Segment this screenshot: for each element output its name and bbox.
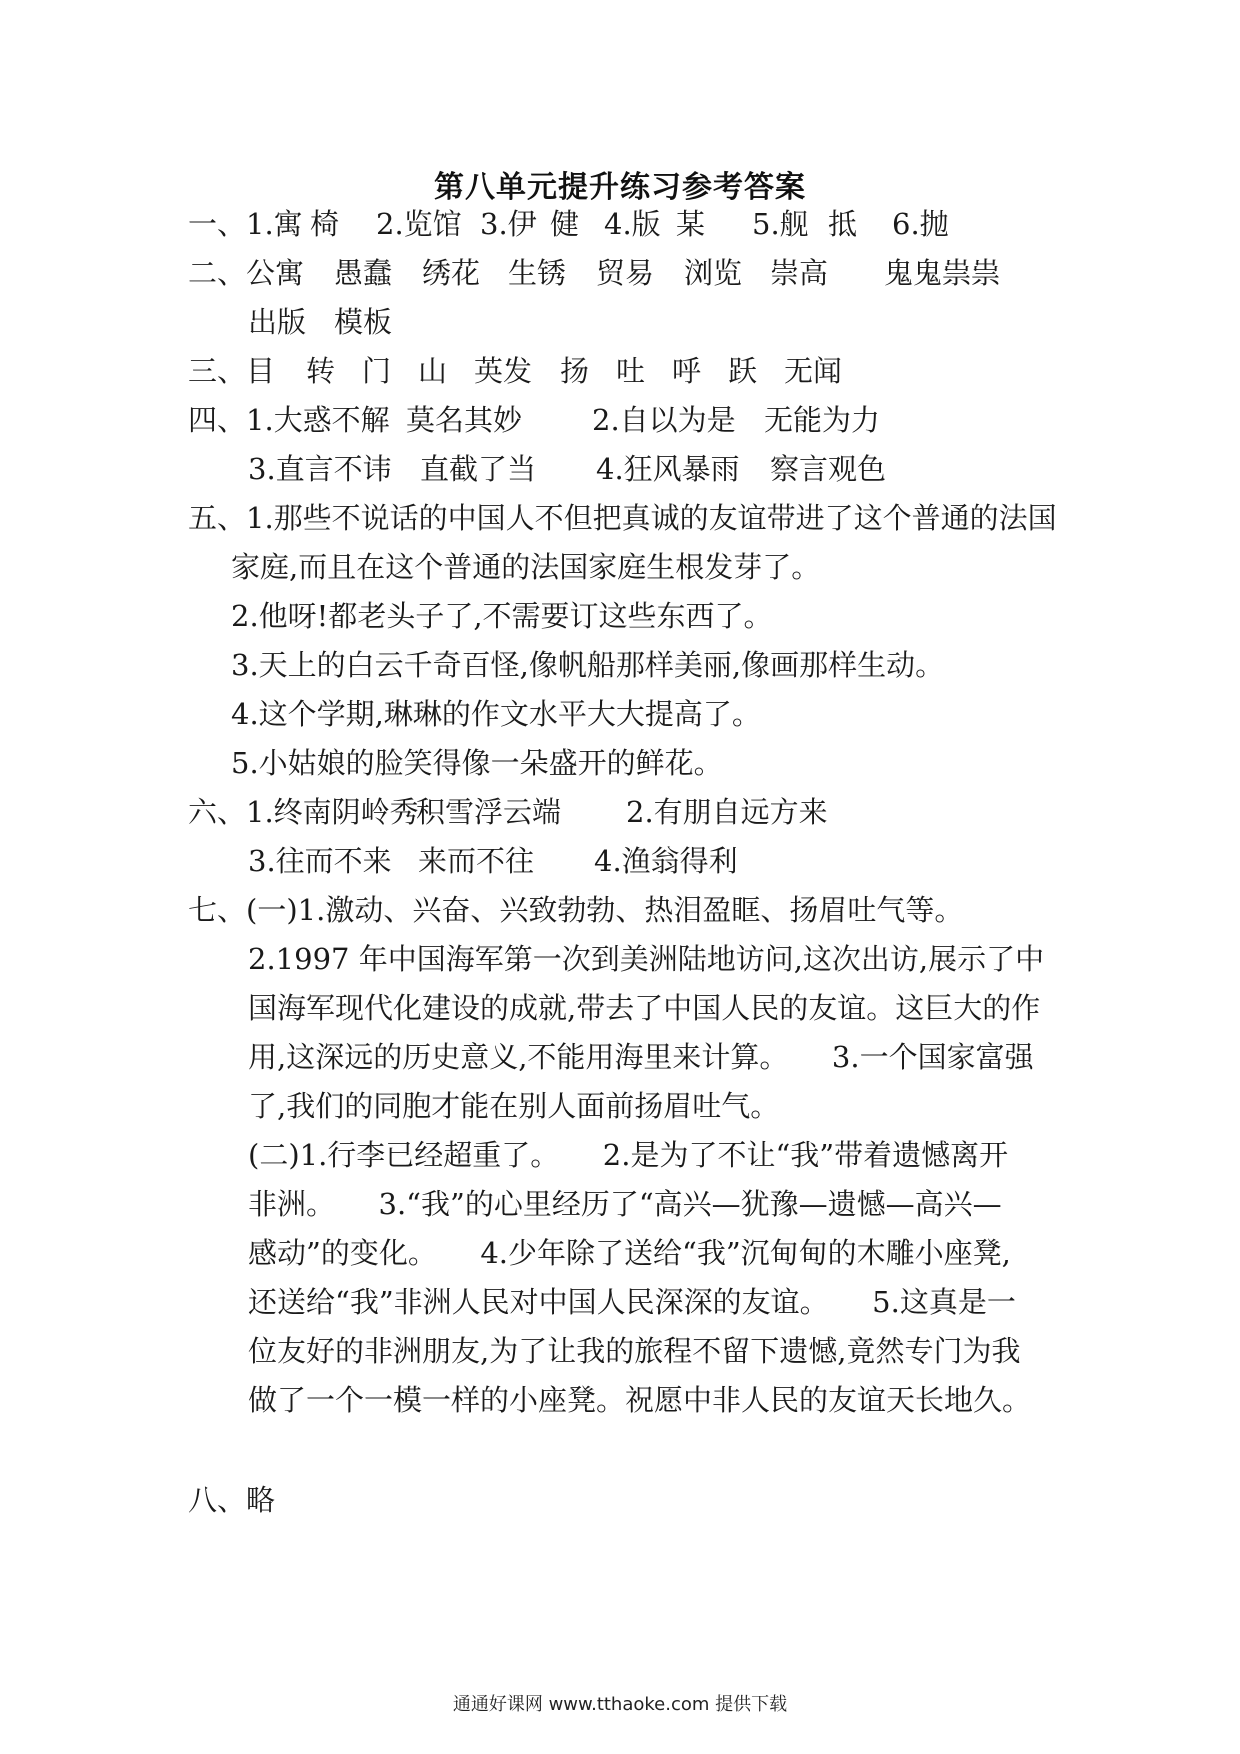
answer-text: 略 [246, 1483, 276, 1517]
answer-item: 1.寓 [246, 207, 303, 241]
answer-item: 吐 [616, 354, 646, 388]
answer-item: 目 [246, 354, 276, 388]
section-7-line [248, 1037, 1034, 1077]
answer-text: 国海军现代化建设的成就,带去了中国人民的友谊。这巨大的作 [248, 991, 1041, 1025]
answer-text: 2.1997 年中国海军第一次到美洲陆地访问,这次出访,展示了中 [248, 942, 1045, 976]
answer-item: 6.抛 [892, 207, 949, 241]
answer-item: 浏览 [684, 256, 743, 290]
section-2-line [188, 253, 1000, 293]
section-1-line [188, 204, 949, 244]
answer-item: 2.览馆 [376, 207, 462, 241]
answer-item: 莫名其妙 [406, 403, 523, 437]
answer-text: 1.那些不说话的中国人不但把真诚的友谊带进了这个普通的法国 [246, 501, 1057, 535]
section-8-label: 八、 [188, 1483, 247, 1517]
answer-item: 绣花 [422, 256, 481, 290]
section-7-line [248, 1086, 779, 1126]
answer-text: 4.这个学期,琳琳的作文水平大大提高了。 [231, 697, 761, 731]
answer-item: 来而不往 [418, 844, 535, 878]
answer-text: 2.他呀!都老头子了,不需要订这些东西了。 [231, 599, 773, 633]
section-7-line [248, 1331, 1020, 1371]
answer-item: 某 [676, 207, 706, 241]
answer-item: 3.伊 [480, 207, 537, 241]
answer-text: (二)1.行李已经超重了。 2.是为了不让“我”带着遗憾离开 [248, 1138, 1009, 1172]
footer-source: 通通好课网 www.tthaoke.com 提供下载 [452, 1694, 788, 1715]
answer-item: 崇高 [770, 256, 829, 290]
answer-item: 扬 [560, 354, 590, 388]
answer-item: 出版 [248, 305, 307, 339]
answer-item: 1.终南阴岭秀 [246, 795, 419, 829]
section-3-line [188, 351, 842, 391]
answer-text: 感动”的变化。 4.少年除了送给“我”沉甸甸的木雕小座凳, [248, 1236, 1011, 1270]
answer-item: 模板 [334, 305, 393, 339]
section-5-line [231, 743, 723, 783]
answer-text: 还送给“我”非洲人民对中国人民深深的友谊。 5.这真是一 [248, 1285, 1016, 1319]
section-7-line [248, 1135, 1008, 1175]
answer-item: 跃 [728, 354, 758, 388]
section-5-line [231, 694, 761, 734]
answer-text: 位友好的非洲朋友,为了让我的旅程不留下遗憾,竟然专门为我 [248, 1334, 1021, 1368]
answer-item: 贸易 [596, 256, 655, 290]
section-7-line [188, 890, 963, 930]
section-7-label: 七、 [188, 893, 247, 927]
answer-item: 健 [550, 207, 580, 241]
section-4-line [248, 449, 886, 489]
answer-item: 无能为力 [764, 403, 881, 437]
answer-text: 家庭,而且在这个普通的法国家庭生根发芽了。 [231, 550, 821, 584]
answer-item: 1.大惑不解 [246, 403, 390, 437]
answer-item: 4.狂风暴雨 [596, 452, 740, 486]
answer-item: 积雪浮云端 [416, 795, 562, 829]
answer-item: 察言观色 [770, 452, 887, 486]
section-7-line [248, 1184, 1002, 1224]
section-5-line [231, 547, 820, 587]
page-title: 第八单元提升练习参考答案 [434, 170, 806, 205]
section-5-label: 五、 [188, 501, 247, 535]
section-2-line [248, 302, 392, 342]
answer-item: 鬼鬼祟祟 [884, 256, 1001, 290]
answer-text: (一)1.激动、兴奋、兴致勃勃、热泪盈眶、扬眉吐气等。 [246, 893, 964, 927]
section-8-line [188, 1480, 275, 1520]
answer-item: 呼 [672, 354, 702, 388]
section-3-label: 三、 [188, 354, 247, 388]
answer-item: 无闻 [784, 354, 843, 388]
section-6-line [248, 841, 738, 881]
answer-item: 英发 [474, 354, 533, 388]
answer-item: 生锈 [508, 256, 567, 290]
answer-item: 3.直言不讳 [248, 452, 392, 486]
section-7-line [248, 1380, 1031, 1420]
answer-item: 5.舰 [752, 207, 809, 241]
answer-item: 转 [306, 354, 336, 388]
answer-item: 门 [362, 354, 392, 388]
answer-item: 2.自以为是 [592, 403, 736, 437]
section-6-label: 六、 [188, 795, 247, 829]
answer-item: 椅 [310, 207, 340, 241]
answer-item: 山 [418, 354, 448, 388]
section-1-label: 一、 [188, 207, 247, 241]
section-7-line [248, 1282, 1016, 1322]
answer-item: 抵 [828, 207, 858, 241]
answer-text: 非洲。 3.“我”的心里经历了“高兴—犹豫—遗憾—高兴— [248, 1187, 1002, 1221]
section-5-line [188, 498, 1057, 538]
section-4-label: 四、 [188, 403, 247, 437]
section-5-line [231, 596, 773, 636]
answer-item: 4.版 [604, 207, 661, 241]
answer-text: 了,我们的同胞才能在别人面前扬眉吐气。 [248, 1089, 780, 1123]
answer-text: 做了一个一模一样的小座凳。祝愿中非人民的友谊天长地久。 [248, 1383, 1032, 1417]
answer-text: 5.小姑娘的脸笑得像一朵盛开的鲜花。 [231, 746, 723, 780]
section-6-line [188, 792, 828, 832]
section-7-line [248, 988, 1040, 1028]
answer-text: 3.天上的白云千奇百怪,像帆船那样美丽,像画那样生动。 [231, 648, 945, 682]
answer-item: 直截了当 [420, 452, 537, 486]
answer-text: 用,这深远的历史意义,不能用海里来计算。 3.一个国家富强 [248, 1040, 1034, 1074]
answer-item: 愚蠢 [334, 256, 393, 290]
section-2-label: 二、 [188, 256, 247, 290]
answer-item: 3.往而不来 [248, 844, 392, 878]
section-7-line [248, 1233, 1011, 1273]
answer-item: 4.渔翁得利 [594, 844, 738, 878]
section-4-line [188, 400, 880, 440]
section-5-line [231, 645, 944, 685]
section-7-line [248, 939, 1044, 979]
answer-item: 2.有朋自远方来 [626, 795, 828, 829]
answer-item: 公寓 [246, 256, 305, 290]
